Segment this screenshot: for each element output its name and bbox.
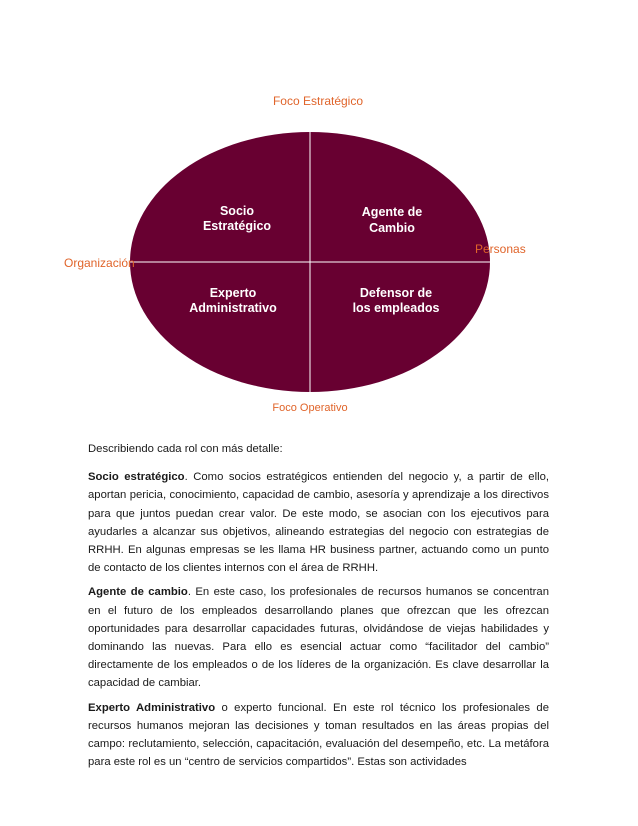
paragraph-socio-estrategico <box>88 468 549 577</box>
quadrant-socio-estrategico-line2: Estratégico <box>202 219 272 233</box>
body-experto-administrativo: o experto funcional. En este rol técnico los profesionales de recursos humanos mejoran las decisiones y toman resultados en las áreas propias del campo: reclutamiento, selección, capacitación, evaluación del desempeño, etc. La metáfora para este rol es un “centro de servicios compartidos”. Estas son actividades <box>88 701 549 769</box>
term-agente-cambio: Agente de cambio <box>88 586 188 599</box>
quadrant-agente-cambio-line2: Cambio <box>369 221 415 235</box>
paragraph-experto-administrativo <box>88 699 549 772</box>
axis-label-top: Foco Estratégico <box>272 94 364 108</box>
quadrant-experto-administrativo-line2: Administrativo <box>189 301 277 315</box>
body-agente-cambio: . En este caso, los profesionales de recursos humanos se concentran en el futuro de los empleados desarrollando planes que ofrezcan que les ofrezcan oportunidades para desarrollar capacidades futuras, olvidándose de viejas habilidades y dominando las nuevas. Para ello es esencial actuar como “facilitador del cambio” directamente de los empleados o de los líderes de la organización. Es clave desarrollar la capacidad de cambiar. <box>88 586 549 690</box>
quadrant-socio-estrategico-line1: Socio <box>219 204 255 218</box>
quadrant-experto-administrativo-line1: Experto <box>209 286 257 300</box>
term-experto-administrativo: Experto Administrativo <box>88 701 216 714</box>
quadrant-defensor-empleados-line2: los empleados <box>352 301 440 315</box>
axis-label-left: Organización <box>64 256 135 270</box>
body-text <box>88 440 549 777</box>
quadrant-agente-cambio-line1: Agente de <box>361 205 423 219</box>
intro-line: Describiendo cada rol con más detalle: <box>88 443 283 455</box>
body-socio-estrategico: . Como socios estratégicos entienden del negocio y, a partir de ello, aportan pericia, conocimiento, capacidad de cambio, asesoría y aprendizaje a los directivos para que juntos puedan crear valor. De este modo, se asocian con los ejecutivos para ayudarles a alcanzar sus objetivos, alineando estrategias del negocio con estrategias de RRHH. En algunas empresas se les llama HR business partner, actuando como un punto de contacto de los clientes internos con el área de RRHH. <box>88 471 550 575</box>
axis-label-right: Personas <box>475 242 526 256</box>
term-socio-estrategico: Socio estratégico <box>88 471 185 484</box>
paragraph-agente-cambio <box>88 583 549 692</box>
axis-label-bottom: Foco Operativo <box>272 402 348 414</box>
quadrant-defensor-empleados-line1: Defensor de <box>359 286 433 300</box>
